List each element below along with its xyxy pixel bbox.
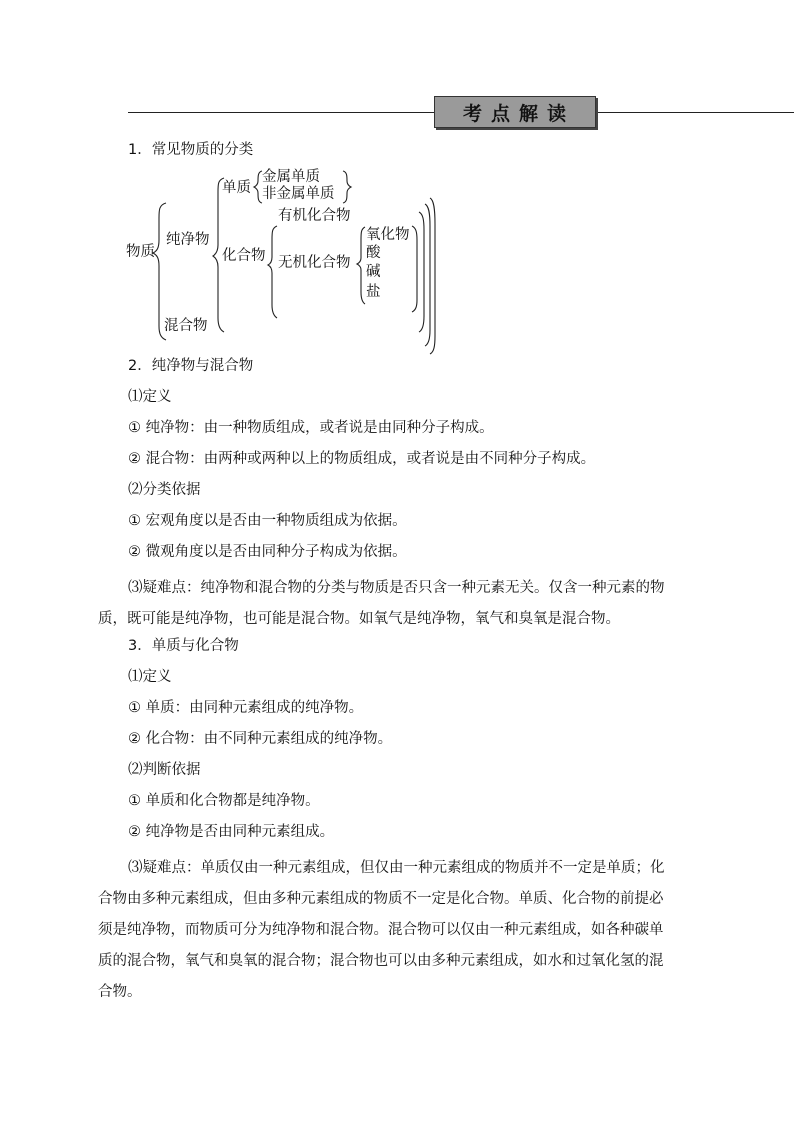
section-title-badge: 考点解读 <box>434 96 596 128</box>
brace-close-1 <box>412 226 417 312</box>
s2-definition-label: ⑴定义 <box>128 389 172 405</box>
node-matter: 物质 <box>126 244 155 260</box>
brace-close-4 <box>430 198 435 354</box>
node-base: 碱 <box>366 264 381 280</box>
s3-basis-2: ② 纯净物是否由同种元素组成。 <box>128 824 335 840</box>
s3-basis-label: ⑵判断依据 <box>128 762 201 778</box>
s2-basis-label: ⑵分类依据 <box>128 482 201 498</box>
node-organic-compound: 有机化合物 <box>278 208 351 224</box>
brace-inorganic-left <box>357 227 365 304</box>
s2-difficulty-paragraph: ⑶疑难点：纯净物和混合物的分类与物质是否只含一种元素无关。仅含一种元素的物质，既可能是纯净物，也可能是混合物。如氧气是纯净物，氧气和臭氧是混合物。 <box>98 580 665 627</box>
node-acid: 酸 <box>366 245 381 261</box>
node-salt: 盐 <box>366 284 381 300</box>
brace-close-2 <box>419 212 424 332</box>
section-1-heading: 1．常见物质的分类 <box>128 142 254 158</box>
s3-definition-label: ⑴定义 <box>128 669 172 685</box>
node-nonmetal-element: 非金属单质 <box>262 186 335 202</box>
s2-basis-1: ① 宏观角度以是否由一种物质组成为依据。 <box>128 513 407 529</box>
section-2-heading: 2．纯净物与混合物 <box>128 358 254 374</box>
node-mixture: 混合物 <box>164 318 208 334</box>
s3-difficulty-paragraph: ⑶疑难点：单质仅由一种元素组成，但仅由一种元素组成的物质并不一定是单质；化合物由多种元素组成，但由多种元素组成的物质不一定是化合物。单质、化合物的前提必须是纯净物，而物质可分为纯净物和混合物。混合物可以仅由一种元素组成，如各种碳单质的混合物，氧气和臭氧的混合物；混合物也可以由多种元素组成，如水和过氧化氢的混合物。 <box>98 860 665 1000</box>
s2-definition-1: ① 纯净物：由一种物质组成，或者说是由同种分子构成。 <box>128 420 494 436</box>
node-oxide: 氧化物 <box>366 227 410 243</box>
node-compound: 化合物 <box>222 248 266 264</box>
brace-element-right <box>343 171 351 203</box>
s3-definition-1: ① 单质：由同种元素组成的纯净物。 <box>128 700 364 716</box>
section-3-heading: 3．单质与化合物 <box>128 638 239 654</box>
s2-basis-2: ② 微观角度以是否由同种分子构成为依据。 <box>128 544 407 560</box>
s3-definition-2: ② 化合物：由不同种元素组成的纯净物。 <box>128 731 393 747</box>
node-metal-element: 金属单质 <box>262 169 320 185</box>
s2-definition-2: ② 混合物：由两种或两种以上的物质组成，或者说是由不同种分子构成。 <box>128 451 596 467</box>
node-inorganic-compound: 无机化合物 <box>278 255 351 271</box>
tree-brackets <box>0 0 794 360</box>
node-element: 单质 <box>222 180 251 196</box>
node-pure-substance: 纯净物 <box>166 232 210 248</box>
brace-compound-left <box>268 226 277 318</box>
s3-basis-1: ① 单质和化合物都是纯净物。 <box>128 793 320 809</box>
brace-close-3 <box>425 204 430 346</box>
brace-element-left <box>254 171 262 203</box>
